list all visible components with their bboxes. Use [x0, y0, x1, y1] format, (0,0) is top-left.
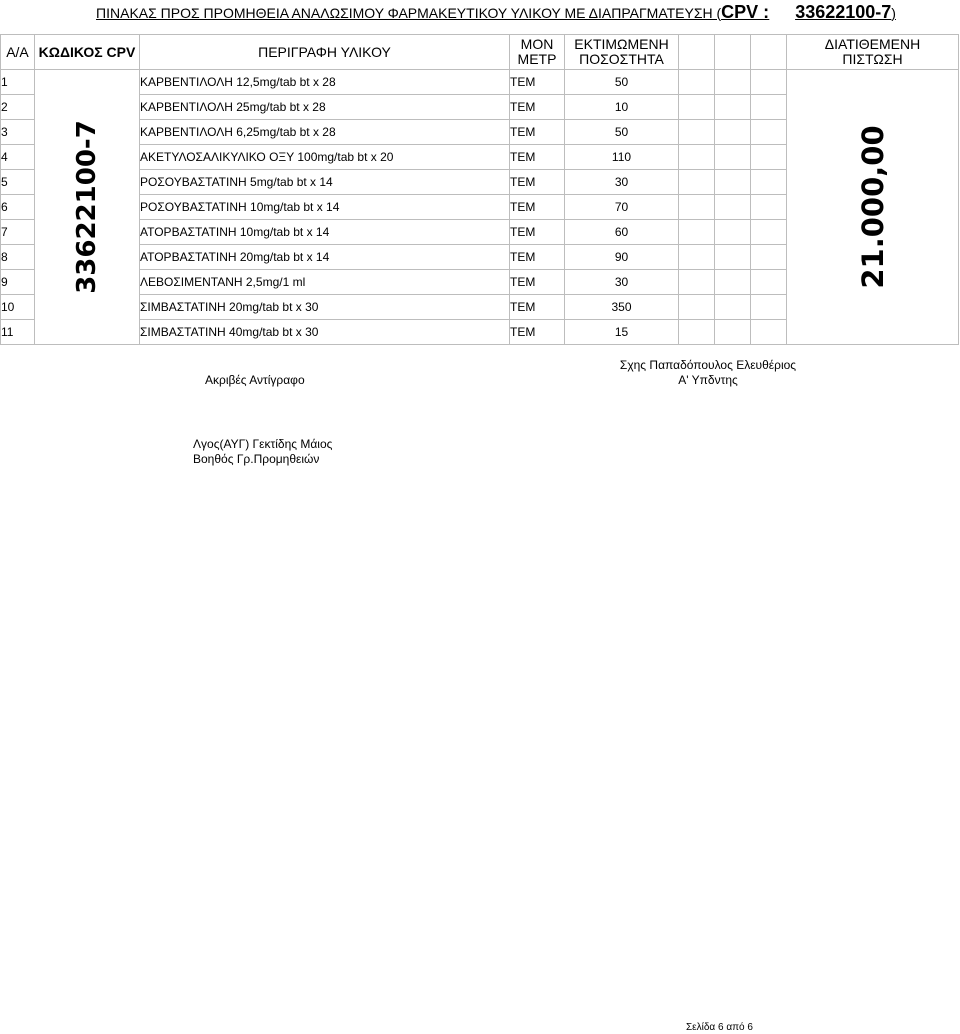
row-blank	[751, 320, 787, 345]
row-aa: 4	[1, 145, 35, 170]
row-description: ΑΤΟΡΒΑΣΤΑΤΙΝΗ 10mg/tab bt x 14	[140, 220, 510, 245]
col-qty-line2: ΠΟΣΟΣΤΗΤΑ	[579, 51, 664, 67]
row-blank	[679, 120, 715, 145]
col-blank-2	[715, 35, 751, 70]
row-blank	[679, 295, 715, 320]
title-cpv-word: CPV :	[721, 2, 770, 22]
row-blank	[679, 245, 715, 270]
assistant-name: Λγος(ΑΥΓ) Γεκτίδης Μάιος	[193, 437, 333, 451]
row-blank	[751, 195, 787, 220]
row-blank	[751, 145, 787, 170]
row-blank	[751, 120, 787, 145]
items-table	[0, 34, 959, 345]
row-blank	[715, 320, 751, 345]
col-cpv-code: ΚΩΔΙΚΟΣ CPV	[35, 35, 140, 70]
row-description: ΛΕΒΟΣΙΜΕΝΤΑΝΗ 2,5mg/1 ml	[140, 270, 510, 295]
row-blank	[751, 245, 787, 270]
row-blank	[679, 220, 715, 245]
row-blank	[715, 145, 751, 170]
credit-amount-vertical: 21.000,00	[855, 125, 890, 289]
row-unit: ΤΕΜ	[510, 70, 565, 95]
row-blank	[679, 270, 715, 295]
row-blank	[715, 220, 751, 245]
row-blank	[715, 120, 751, 145]
row-blank	[751, 220, 787, 245]
row-blank	[715, 95, 751, 120]
row-qty: 15	[565, 320, 679, 345]
row-aa: 7	[1, 220, 35, 245]
row-blank	[751, 295, 787, 320]
col-unit	[510, 35, 565, 70]
row-unit: ΤΕΜ	[510, 220, 565, 245]
assistant-signature	[193, 437, 332, 467]
row-aa: 11	[1, 320, 35, 345]
row-description: ΡΟΣΟΥΒΑΣΤΑΤΙΝΗ 5mg/tab bt x 14	[140, 170, 510, 195]
col-credit-line2: ΠΙΣΤΩΣΗ	[842, 51, 903, 67]
row-qty: 50	[565, 70, 679, 95]
col-unit-line1: ΜΟΝ	[520, 36, 554, 52]
row-blank	[715, 295, 751, 320]
page-title	[96, 2, 896, 23]
row-description: ΚΑΡΒΕΝΤΙΛΟΛΗ 6,25mg/tab bt x 28	[140, 120, 510, 145]
row-aa: 9	[1, 270, 35, 295]
row-blank	[715, 70, 751, 95]
row-qty: 10	[565, 95, 679, 120]
row-blank	[715, 270, 751, 295]
row-qty: 90	[565, 245, 679, 270]
row-blank	[715, 245, 751, 270]
row-aa: 2	[1, 95, 35, 120]
row-description: ΣΙΜΒΑΣΤΑΤΙΝΗ 20mg/tab bt x 30	[140, 295, 510, 320]
row-aa: 5	[1, 170, 35, 195]
row-unit: ΤΕΜ	[510, 245, 565, 270]
commander-role: Α' Υπδντης	[678, 373, 738, 387]
col-blank-1	[679, 35, 715, 70]
row-unit: ΤΕΜ	[510, 145, 565, 170]
row-aa: 3	[1, 120, 35, 145]
certified-copy-label: Ακριβές Αντίγραφο	[205, 373, 305, 387]
row-description: ΚΑΡΒΕΝΤΙΛΟΛΗ 12,5mg/tab bt x 28	[140, 70, 510, 95]
header-row	[1, 35, 959, 70]
row-unit: ΤΕΜ	[510, 320, 565, 345]
row-blank	[679, 145, 715, 170]
row-aa: 10	[1, 295, 35, 320]
row-unit: ΤΕΜ	[510, 95, 565, 120]
row-blank	[679, 170, 715, 195]
page-number: Σελίδα 6 από 6	[686, 1022, 753, 1033]
table-row	[1, 70, 959, 95]
row-blank	[715, 195, 751, 220]
col-blank-3	[751, 35, 787, 70]
row-blank	[751, 170, 787, 195]
row-qty: 350	[565, 295, 679, 320]
assistant-role: Βοηθός Γρ.Προμηθειών	[193, 452, 320, 466]
row-blank	[751, 270, 787, 295]
row-blank	[679, 195, 715, 220]
title-prefix: ΠΙΝΑΚΑΣ ΠΡΟΣ ΠΡΟΜΗΘΕΙΑ ΑΝΑΛΩΣΙΜΟΥ ΦΑΡΜΑΚΕΥΤΙΚΟΥ ΥΛΙΚΟΥ ΜΕ ΔΙΑΠΡΑΓΜΑΤΕΥΣΗ (	[96, 5, 722, 21]
col-credit	[787, 35, 959, 70]
row-aa: 1	[1, 70, 35, 95]
col-description: ΠΕΡΙΓΡΑΦΗ ΥΛΙΚΟΥ	[140, 35, 510, 70]
row-description: ΚΑΡΒΕΝΤΙΛΟΛΗ 25mg/tab bt x 28	[140, 95, 510, 120]
row-description: ΣΙΜΒΑΣΤΑΤΙΝΗ 40mg/tab bt x 30	[140, 320, 510, 345]
row-qty: 60	[565, 220, 679, 245]
row-blank	[679, 95, 715, 120]
row-unit: ΤΕΜ	[510, 120, 565, 145]
row-unit: ΤΕΜ	[510, 295, 565, 320]
row-description: ΑΚΕΤΥΛΟΣΑΛΙΚΥΛΙΚΟ ΟΞΥ 100mg/tab bt x 20	[140, 145, 510, 170]
commander-name: Σχης Παπαδόπουλος Ελευθέριος	[619, 358, 797, 372]
row-unit: ΤΕΜ	[510, 195, 565, 220]
row-blank	[679, 320, 715, 345]
row-qty: 110	[565, 145, 679, 170]
row-blank	[751, 95, 787, 120]
row-unit: ΤΕΜ	[510, 170, 565, 195]
credit-cell	[787, 70, 959, 345]
title-cpv-number: 33622100-7	[795, 2, 892, 22]
row-description: ΑΤΟΡΒΑΣΤΑΤΙΝΗ 20mg/tab bt x 14	[140, 245, 510, 270]
col-aa: Α/Α	[1, 35, 35, 70]
row-blank	[679, 70, 715, 95]
title-suffix: )	[891, 5, 896, 21]
col-credit-line1: ΔΙΑΤΙΘΕΜΕΝΗ	[824, 36, 921, 52]
row-qty: 30	[565, 270, 679, 295]
row-aa: 6	[1, 195, 35, 220]
commander-signature	[618, 358, 798, 388]
row-aa: 8	[1, 245, 35, 270]
row-unit: ΤΕΜ	[510, 270, 565, 295]
row-qty: 70	[565, 195, 679, 220]
row-description: ΡΟΣΟΥΒΑΣΤΑΤΙΝΗ 10mg/tab bt x 14	[140, 195, 510, 220]
col-qty	[565, 35, 679, 70]
cpv-code-cell	[35, 70, 140, 345]
row-qty: 50	[565, 120, 679, 145]
row-blank	[715, 170, 751, 195]
cpv-code-vertical: 33622100-7	[72, 120, 102, 294]
col-qty-line1: ΕΚΤΙΜΩΜΕΝΗ	[574, 36, 669, 52]
row-blank	[751, 70, 787, 95]
row-qty: 30	[565, 170, 679, 195]
col-unit-line2: ΜΕΤΡ	[517, 51, 557, 67]
